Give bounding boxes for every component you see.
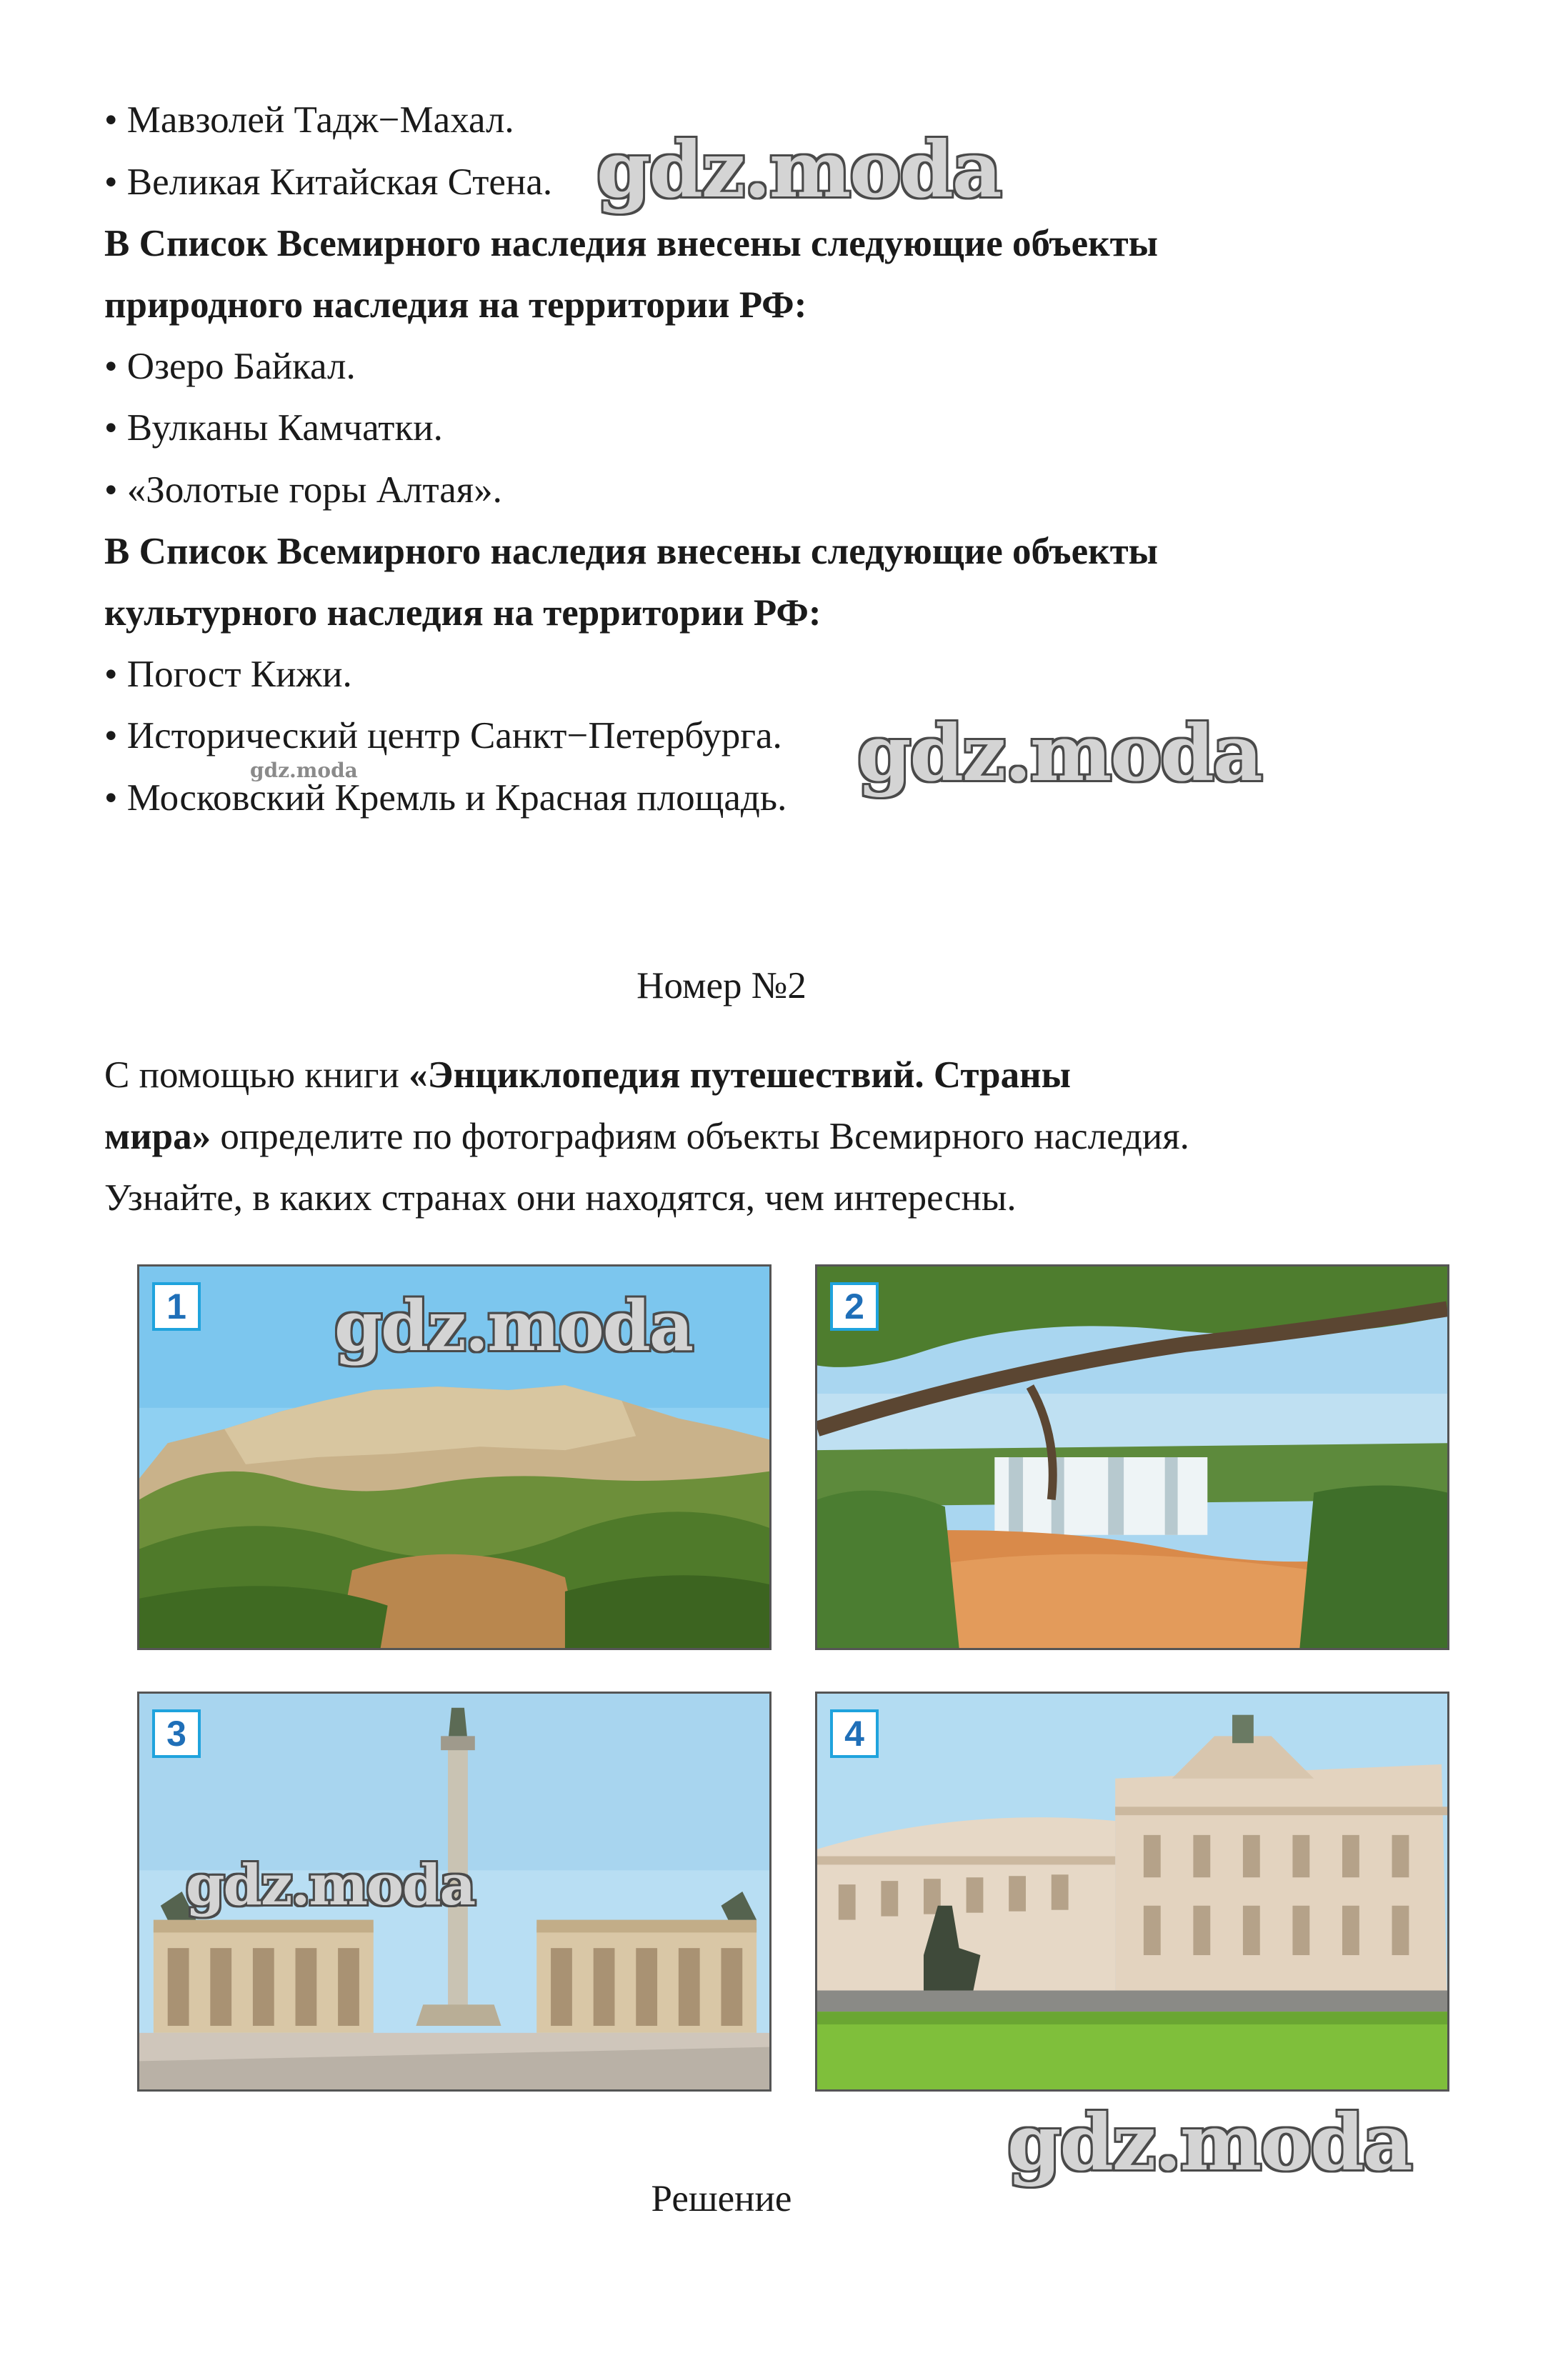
watermark: gdz.moda [857, 709, 1262, 799]
book-title: «Энциклопедия путешествий. Страны [409, 1054, 1072, 1096]
task-text: определите по фотографиям объекты Всемирного наследия. [211, 1116, 1189, 1157]
list-item: • Исторический центр Санкт−Петербурга. [104, 715, 782, 756]
photo-number-badge: 1 [152, 1282, 201, 1331]
photo-waterfalls [815, 1264, 1449, 1650]
natural-heading-2: природного наследия на территории РФ: [104, 284, 807, 326]
photo-palace [815, 1692, 1449, 2092]
list-item: • Погост Кижи. [104, 654, 352, 695]
task-line-2 [104, 1115, 1189, 1158]
watermark: gdz.moda [596, 125, 1001, 215]
palace-image [817, 1694, 1447, 2089]
task-line-3: Узнайте, в каких странах они находятся, чем интересны. [104, 1177, 1017, 1219]
list-item: • Вулканы Камчатки. [104, 407, 443, 449]
waterfalls-image [817, 1267, 1447, 1648]
cultural-heading-2: культурного наследия на территории РФ: [104, 592, 822, 634]
photo-number-badge: 4 [830, 1709, 879, 1758]
watermark-small: gdz.moda [250, 759, 358, 782]
list-item: • Мавзолей Тадж−Махал. [104, 99, 514, 141]
task-text: С помощью книги [104, 1054, 409, 1096]
book-title-end: мира» [104, 1116, 211, 1157]
list-item: • Великая Китайская Стена. [104, 161, 553, 203]
list-item: • «Золотые горы Алтая». [104, 469, 502, 511]
cultural-heading-1: В Список Всемирного наследия внесены следующие объекты [104, 531, 1159, 572]
natural-heading-1: В Список Всемирного наследия внесены следующие объекты [104, 223, 1159, 264]
watermark: gdz.moda [186, 1853, 475, 1918]
task-title: Номер №2 [636, 965, 807, 1006]
photo-number-badge: 2 [830, 1282, 879, 1331]
solution-label: Решение [651, 2178, 792, 2219]
photo-number-badge: 3 [152, 1709, 201, 1758]
list-item: • Московский Кремль и Красная площадь. [104, 777, 787, 819]
watermark: gdz.moda [1007, 2098, 1412, 2188]
watermark: gdz.moda [334, 1286, 693, 1367]
list-item: • Озеро Байкал. [104, 346, 356, 387]
task-line-1 [104, 1054, 1071, 1096]
